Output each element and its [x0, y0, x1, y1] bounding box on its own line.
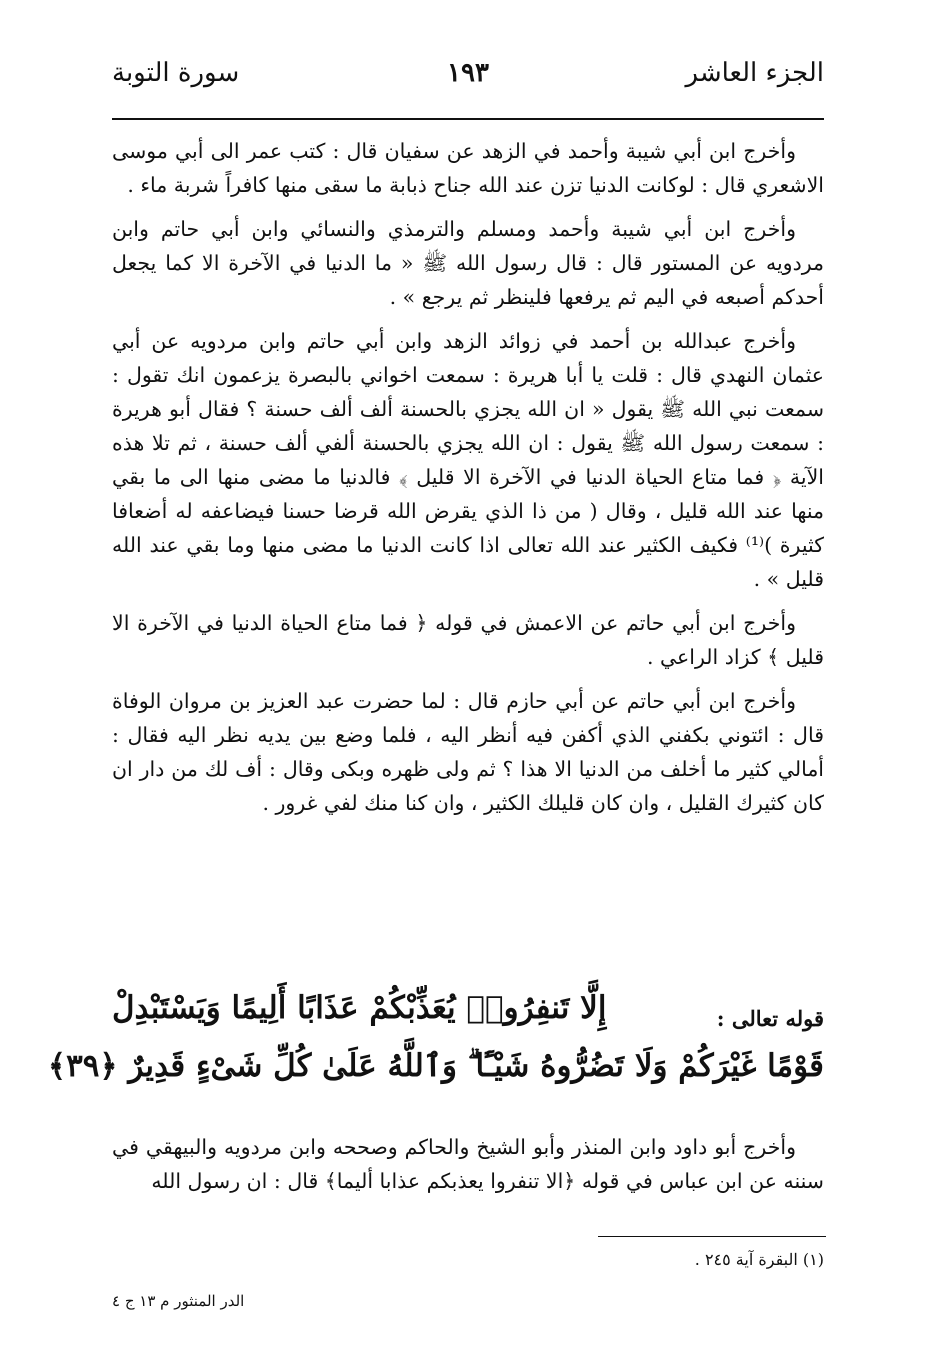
footnote-rule [598, 1236, 826, 1237]
running-header [112, 58, 824, 98]
main-text-continued [112, 1130, 824, 1208]
verse-line-1: إِلَّا تَنفِرُوا۟ يُعَذِّبْكُمْ عَذَابًا أَلِيمًا وَيَسْتَبْدِلْ [112, 990, 607, 1026]
verse-intro-label: قوله تعالى : [716, 1006, 824, 1031]
print-signature: الدر المنثور م ١٣ ج ٤ [112, 1292, 245, 1310]
header-rule [112, 118, 824, 120]
page-number: ١٩٣ [447, 58, 489, 88]
paragraph: وأخرج ابن أبي حاتم عن أبي حازم قال : لما حضرت عبد العزيز بن مروان الوفاة قال : ائتوني بكفني الذي أكفن فيه أنظر اليه ، فلما وضع بين يديه نظر اليه فقال : أمالي كثير ما أخلف من الدنيا الا هذا ؟ ثم ولى ظهره وبكى وقال : أف لك من دار ان كان كثيرك القليل ، وان كان قليلك الكثير ، وان كنا منك لفي غرور . [112, 689, 824, 815]
verse-line-2: قَوْمًا غَيْرَكُمْ وَلَا تَضُرُّوهُ شَيْـًٔا ۗ وَٱللَّهُ عَلَىٰ كُلِّ شَىْءٍ قَدِيرٌ ﴿٣٩﴾ [47, 1048, 824, 1084]
paragraph: وأخرج ابن أبي حاتم عن الاعمش في قوله ﴿ فما متاع الحياة الدنيا في الآخرة الا قليل ﴾ كزاد الراعي . [112, 611, 824, 669]
paragraph: وأخرج عبدالله بن أحمد في زوائد الزهد وابن أبي حاتم وابن مردويه عن أبي عثمان النهدي قال : قلت يا أبا هريرة : سمعت اخواني بالبصرة يزعمون انك تقول : سمعت نبي الله ﷺ يقول « ان الله يجزي بالحسنة ألف ألف حسنة ؟ فقال أبو هريرة : سمعت رسول الله ﷺ يقول : ان الله يجزي بالحسنة ألفي ألف حسنة ، ثم تلا هذه الآية ﴿ فما متاع الحياة الدنيا في الآخرة الا قليل ﴾ فالدنيا ما مضى منها الى ما بقي منها عند الله قليل ، وقال ( من ذا الذي يقرض الله قرضا حسنا فيضاعفه له أضعافا كثيرة )⁽¹⁾ فكيف الكثير عند الله تعالى اذا كانت الدنيا ما مضى منها وما بقي عند الله قليل » . [112, 329, 824, 591]
footnote: (١) البقرة آية ٢٤٥ . [694, 1250, 824, 1269]
header-surah-title: سورة التوبة [112, 58, 240, 88]
header-part-title: الجزء العاشر [685, 58, 824, 88]
quran-verse-block [47, 978, 824, 1094]
main-text [112, 134, 824, 830]
paragraph: وأخرج ابن أبي شيبة وأحمد في الزهد عن سفيان قال : كتب عمر الى أبي موسى الاشعري قال : لوكانت الدنيا تزن عند الله جناح ذبابة ما سقى منها كافراً شربة ماء . [112, 139, 824, 197]
paragraph: وأخرج أبو داود وابن المنذر وأبو الشيخ والحاكم وصححه وابن مردويه والبيهقي في سننه عن ابن عباس في قوله ﴿الا تنفروا يعذبكم عذابا أليما﴾ قال : ان رسول الله [112, 1135, 824, 1193]
paragraph: وأخرج ابن أبي شيبة وأحمد ومسلم والترمذي والنسائي وابن أبي حاتم وابن مردويه عن المستور قال : قال رسول الله ﷺ « ما الدنيا في الآخرة الا كما يجعل أحدكم أصبعه في اليم ثم يرفعها فلينظر ثم يرجع » . [112, 217, 824, 309]
